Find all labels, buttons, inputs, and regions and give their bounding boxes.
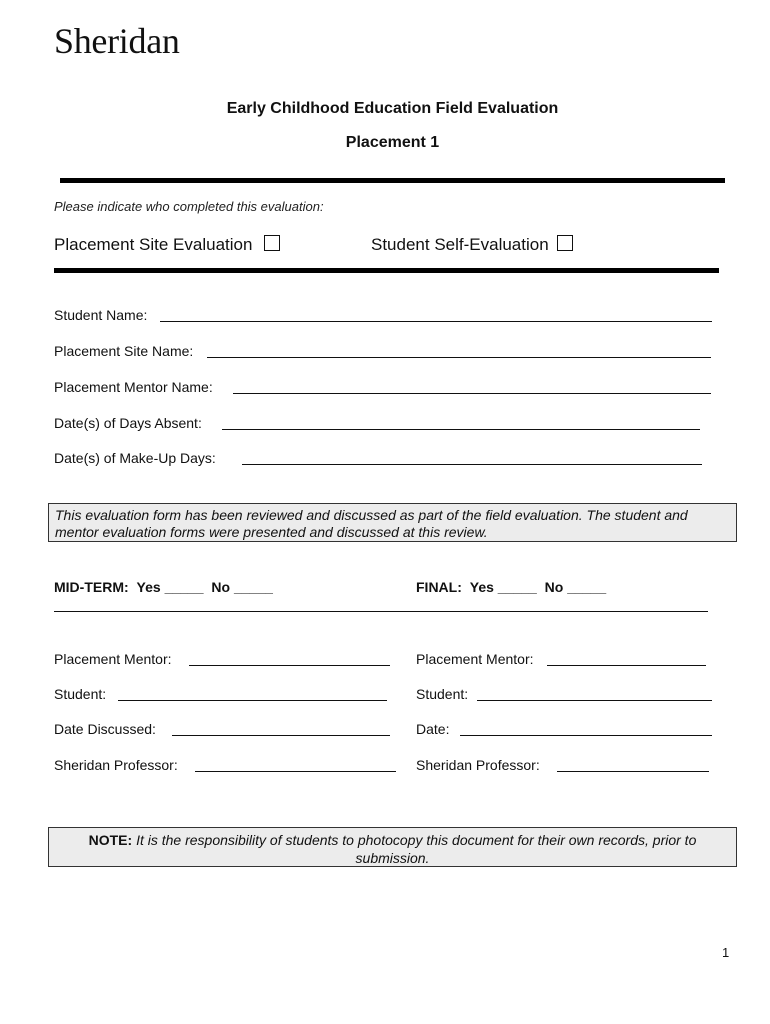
final-label: FINAL: xyxy=(416,579,462,595)
makeup-days-label: Date(s) of Make-Up Days: xyxy=(54,450,216,466)
mentor-name-label: Placement Mentor Name: xyxy=(54,379,213,395)
midterm-label: MID-TERM: xyxy=(54,579,129,595)
right-date-label: Date: xyxy=(416,721,450,737)
completion-prompt: Please indicate who completed this evaluation: xyxy=(54,199,324,214)
right-mentor-label: Placement Mentor: xyxy=(416,651,534,667)
form-subtitle: Placement 1 xyxy=(345,134,440,151)
divider-top xyxy=(60,178,725,183)
site-name-field[interactable] xyxy=(207,357,711,358)
divider-options xyxy=(54,268,719,273)
left-student-label: Student: xyxy=(54,686,107,702)
right-student-label: Student: xyxy=(416,686,469,702)
site-evaluation-option[interactable] xyxy=(54,235,280,255)
makeup-days-field[interactable] xyxy=(242,464,702,465)
midterm-row xyxy=(54,579,273,595)
review-notice: This evaluation form has been reviewed and discussed as part of the field evaluation. The student and mentor evaluation forms were presented and discussed at this review. xyxy=(48,503,737,542)
left-professor-field[interactable] xyxy=(195,771,396,772)
days-absent-field[interactable] xyxy=(222,429,700,430)
form-title: Early Childhood Education Field Evaluation xyxy=(226,100,559,117)
self-evaluation-label: Student Self-Evaluation xyxy=(371,235,549,254)
right-mentor-field[interactable] xyxy=(547,665,706,666)
student-name-field[interactable] xyxy=(160,321,712,322)
page-number: 1 xyxy=(722,945,730,960)
right-professor-field[interactable] xyxy=(557,771,709,772)
final-no[interactable]: No _____ xyxy=(544,579,607,595)
sheridan-logo: Sheridan xyxy=(54,21,180,61)
left-mentor-field[interactable] xyxy=(189,665,390,666)
left-mentor-label: Placement Mentor: xyxy=(54,651,172,667)
left-date-field[interactable] xyxy=(172,735,390,736)
site-evaluation-label: Placement Site Evaluation xyxy=(54,235,253,254)
mentor-name-field[interactable] xyxy=(233,393,711,394)
midterm-final-divider xyxy=(54,611,708,612)
midterm-no[interactable]: No _____ xyxy=(211,579,273,595)
days-absent-label: Date(s) of Days Absent: xyxy=(54,415,202,431)
final-row xyxy=(416,579,606,595)
note-label: NOTE: xyxy=(88,832,133,848)
note-text: It is the responsibility of students to photocopy this document for their own records, prior to submission. xyxy=(132,832,697,866)
left-student-field[interactable] xyxy=(118,700,387,701)
site-name-label: Placement Site Name: xyxy=(54,343,194,359)
note-box xyxy=(48,827,737,867)
midterm-yes[interactable]: Yes _____ xyxy=(136,579,204,595)
self-evaluation-option[interactable] xyxy=(371,235,573,255)
left-professor-label: Sheridan Professor: xyxy=(54,757,178,773)
site-evaluation-checkbox[interactable] xyxy=(264,235,280,251)
student-name-label: Student Name: xyxy=(54,307,148,323)
self-evaluation-checkbox[interactable] xyxy=(557,235,573,251)
left-date-label: Date Discussed: xyxy=(54,721,156,737)
right-date-field[interactable] xyxy=(460,735,712,736)
final-yes[interactable]: Yes _____ xyxy=(469,579,537,595)
right-professor-label: Sheridan Professor: xyxy=(416,757,540,773)
right-student-field[interactable] xyxy=(477,700,712,701)
